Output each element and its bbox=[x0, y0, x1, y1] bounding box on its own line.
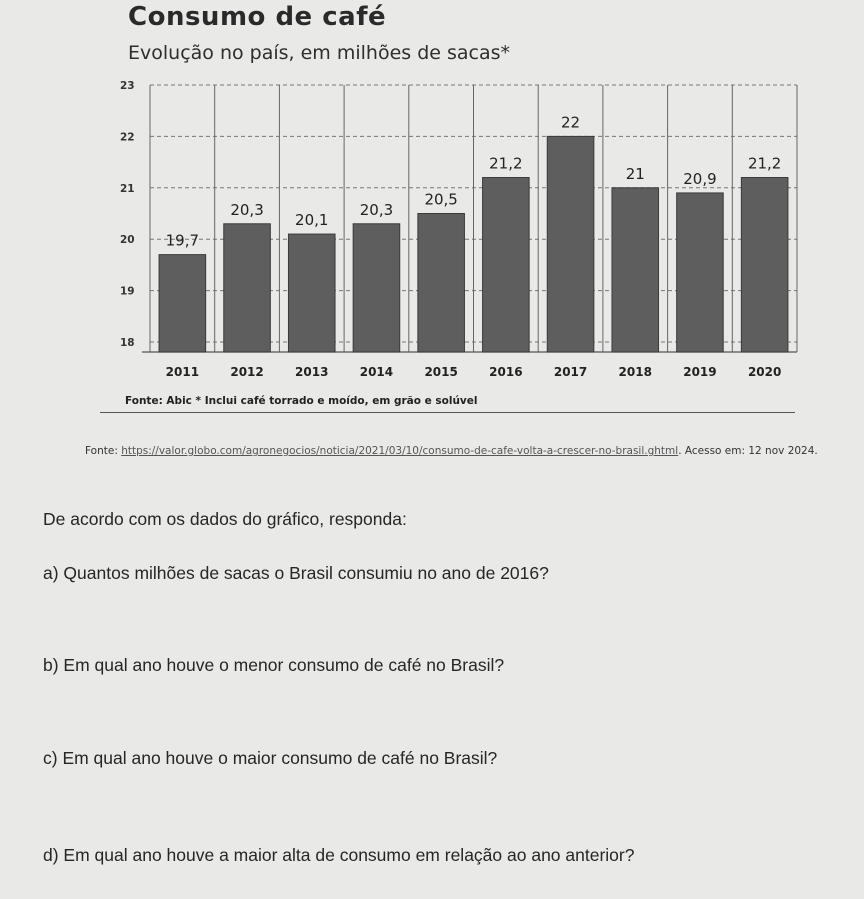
x-tick-label-2020: 2020 bbox=[747, 365, 782, 379]
bar-2016 bbox=[483, 178, 530, 352]
bar-2013 bbox=[288, 234, 335, 352]
bar-2011 bbox=[159, 255, 206, 352]
y-tick-label: 19 bbox=[120, 285, 135, 298]
y-tick-label: 22 bbox=[120, 131, 135, 144]
x-tick-label-2017: 2017 bbox=[553, 365, 588, 379]
bar-2014 bbox=[353, 224, 400, 352]
bar-2017 bbox=[547, 136, 594, 352]
x-tick-label-2016: 2016 bbox=[489, 365, 523, 379]
x-tick-label-2014: 2014 bbox=[359, 365, 394, 379]
divider bbox=[100, 412, 795, 413]
chart-subtitle: Evolução no país, em milhões de sacas* bbox=[128, 42, 511, 64]
bar-2020 bbox=[741, 178, 788, 352]
data-label-2020: 21,2 bbox=[747, 154, 782, 173]
y-tick-label: 23 bbox=[120, 80, 135, 92]
y-tick-label: 20 bbox=[120, 234, 135, 247]
bar-2019 bbox=[677, 193, 724, 352]
source-link[interactable]: https://valor.globo.com/agronegocios/noticia/2021/03/10/consumo-de-cafe-volta-a-crescer-no-brasil.ghtml bbox=[121, 445, 679, 457]
bar-2015 bbox=[418, 214, 465, 353]
data-label-2016: 21,2 bbox=[489, 154, 523, 173]
x-axis-ticks bbox=[166, 365, 782, 379]
source-access-date: . Acesso em: 12 nov 2024. bbox=[678, 445, 818, 457]
data-label-2012: 20,3 bbox=[230, 200, 264, 219]
x-tick-label-2018: 2018 bbox=[618, 365, 652, 379]
y-axis-ticks bbox=[120, 80, 135, 349]
x-tick-label-2011: 2011 bbox=[165, 365, 200, 379]
source-label: Fonte: bbox=[85, 445, 118, 457]
data-label-2015: 20,5 bbox=[424, 190, 458, 209]
x-tick-label-2013: 2013 bbox=[295, 365, 329, 379]
y-tick-label: 18 bbox=[120, 337, 135, 349]
question-b: b) Em qual ano houve o menor consumo de café no Brasil? bbox=[43, 655, 505, 675]
data-label-2017: 22 bbox=[561, 113, 581, 132]
data-label-2014: 20,3 bbox=[359, 200, 394, 219]
data-label-2019: 20,9 bbox=[683, 169, 717, 188]
bar-2012 bbox=[224, 224, 271, 352]
question-a: a) Quantos milhões de sacas o Brasil consumiu no ano de 2016? bbox=[43, 563, 549, 583]
chart-source-note: Fonte: Abic * Inclui café torrado e moído, em grão e solúvel bbox=[125, 395, 478, 407]
source-citation bbox=[85, 445, 818, 457]
question-c: c) Em qual ano houve o maior consumo de café no Brasil? bbox=[43, 748, 498, 768]
data-label-2011: 19,7 bbox=[165, 231, 200, 250]
x-tick-label-2012: 2012 bbox=[230, 365, 264, 379]
bar-2018 bbox=[612, 188, 659, 352]
data-label-2013: 20,1 bbox=[295, 211, 329, 230]
chart-title: Consumo de café bbox=[128, 2, 387, 32]
x-tick-label-2019: 2019 bbox=[683, 365, 717, 379]
question-d: d) Em qual ano houve a maior alta de consumo em relação ao ano anterior? bbox=[43, 845, 635, 865]
y-tick-label: 21 bbox=[120, 182, 135, 195]
question-intro: De acordo com os dados do gráfico, responda: bbox=[43, 509, 407, 529]
data-label-2018: 21 bbox=[625, 164, 645, 183]
bar-chart bbox=[0, 0, 864, 420]
x-tick-label-2015: 2015 bbox=[424, 365, 458, 379]
